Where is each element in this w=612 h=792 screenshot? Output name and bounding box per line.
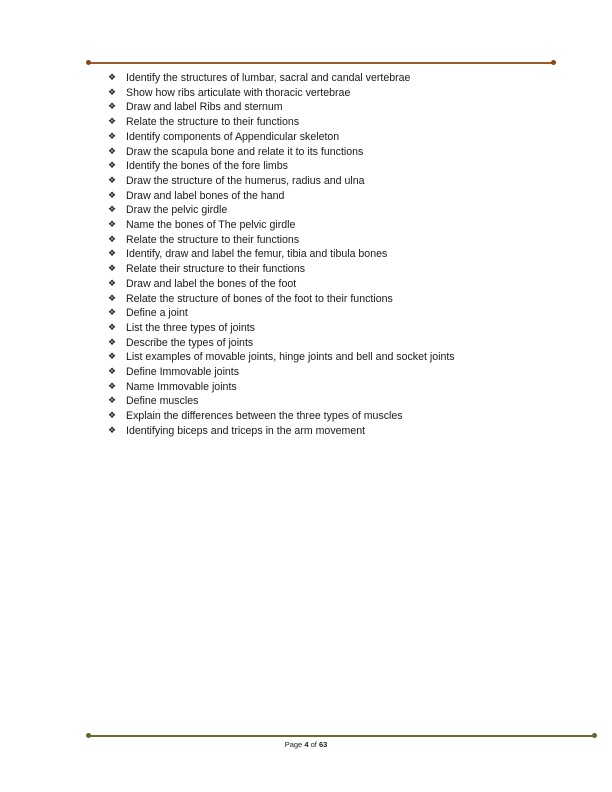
list-item: [108, 365, 568, 380]
footer-divider-right-dot: [592, 733, 597, 738]
diamond-bullet-icon: ❖: [108, 146, 117, 157]
diamond-bullet-icon: ❖: [108, 352, 117, 363]
list-item: [108, 233, 568, 248]
diamond-bullet-icon: ❖: [108, 264, 117, 275]
list-item: [108, 145, 568, 160]
footer-divider-left-dot: [86, 733, 91, 738]
list-item-text: Draw the structure of the humerus, radius and ulna: [126, 174, 365, 187]
list-item-text: Name the bones of The pelvic girdle: [126, 219, 296, 232]
list-item-text: Name Immovable joints: [126, 380, 237, 393]
footer-divider-line: [88, 735, 595, 737]
list-item-text: Identifying biceps and triceps in the arm movement: [126, 424, 366, 437]
list-item: [108, 130, 568, 145]
list-item-text: Draw and label the bones of the foot: [126, 277, 297, 290]
list-item-text: Draw the scapula bone and relate it to its functions: [126, 145, 364, 158]
diamond-bullet-icon: ❖: [108, 87, 117, 98]
diamond-bullet-icon: ❖: [108, 293, 117, 304]
diamond-bullet-icon: ❖: [108, 396, 117, 407]
list-item: [108, 86, 568, 101]
diamond-bullet-icon: ❖: [108, 308, 117, 319]
list-item-text: Relate the structure of bones of the foot to their functions: [126, 292, 393, 305]
list-item: [108, 71, 568, 86]
header-divider-line: [88, 62, 554, 64]
list-item-text: List examples of movable joints, hinge joints and bell and socket joints: [126, 351, 455, 364]
list-item: [108, 292, 568, 307]
list-item: [108, 247, 568, 262]
objectives-list: [108, 71, 568, 439]
page-label: Page: [284, 740, 303, 749]
list-item-text: Draw the pelvic girdle: [126, 204, 228, 217]
list-item: [108, 380, 568, 395]
diamond-bullet-icon: ❖: [108, 249, 117, 260]
header-divider-right-dot: [551, 60, 556, 65]
diamond-bullet-icon: ❖: [108, 175, 117, 186]
list-item-text: Identify the bones of the fore limbs: [126, 160, 288, 173]
list-item: [108, 203, 568, 218]
list-item: [108, 277, 568, 292]
list-item: [108, 189, 568, 204]
page-footer: [0, 740, 612, 749]
list-item: [108, 424, 568, 439]
diamond-bullet-icon: ❖: [108, 117, 117, 128]
diamond-bullet-icon: ❖: [108, 337, 117, 348]
list-item-text: Relate their structure to their functions: [126, 263, 306, 276]
list-item-text: Relate the structure to their functions: [126, 233, 300, 246]
diamond-bullet-icon: ❖: [108, 102, 117, 113]
diamond-bullet-icon: ❖: [108, 234, 117, 245]
list-item: [108, 336, 568, 351]
diamond-bullet-icon: ❖: [108, 205, 117, 216]
current-page-number: 4: [304, 740, 309, 749]
list-item-text: List the three types of joints: [126, 321, 255, 334]
list-item: [108, 100, 568, 115]
list-item-text: Draw and label Ribs and sternum: [126, 101, 283, 114]
list-item-text: Identify the structures of lumbar, sacral and candal vertebrae: [126, 72, 411, 84]
list-item-text: Relate the structure to their functions: [126, 116, 300, 129]
diamond-bullet-icon: ❖: [108, 161, 117, 172]
list-item: [108, 218, 568, 233]
list-item: [108, 409, 568, 424]
diamond-bullet-icon: ❖: [108, 425, 117, 436]
list-item-text: Define Immovable joints: [126, 366, 240, 379]
list-item: [108, 306, 568, 321]
total-pages-number: 63: [318, 740, 328, 749]
list-item-text: Identify components of Appendicular skeleton: [126, 130, 340, 143]
list-item: [108, 350, 568, 365]
list-item: [108, 394, 568, 409]
list-item: [108, 115, 568, 130]
header-divider-left-dot: [86, 60, 91, 65]
diamond-bullet-icon: ❖: [108, 381, 117, 392]
list-item-text: Show how ribs articulate with thoracic vertebrae: [126, 86, 351, 99]
list-item: [108, 159, 568, 174]
list-item: [108, 262, 568, 277]
list-item: [108, 321, 568, 336]
page-of-label: of: [310, 740, 317, 749]
list-item-text: Define muscles: [126, 395, 199, 408]
diamond-bullet-icon: ❖: [108, 190, 117, 201]
diamond-bullet-icon: ❖: [108, 278, 117, 289]
list-item: [108, 174, 568, 189]
diamond-bullet-icon: ❖: [108, 322, 117, 333]
list-item-text: Describe the types of joints: [126, 336, 254, 349]
list-item-text: Identify, draw and label the femur, tibia and tibula bones: [126, 248, 388, 261]
diamond-bullet-icon: ❖: [108, 131, 117, 142]
list-item-text: Explain the differences between the three types of muscles: [126, 410, 403, 423]
list-item-text: Draw and label bones of the hand: [126, 189, 285, 202]
list-item-text: Define a joint: [126, 307, 188, 320]
diamond-bullet-icon: ❖: [108, 73, 117, 83]
diamond-bullet-icon: ❖: [108, 411, 117, 422]
diamond-bullet-icon: ❖: [108, 367, 117, 378]
diamond-bullet-icon: ❖: [108, 220, 117, 231]
